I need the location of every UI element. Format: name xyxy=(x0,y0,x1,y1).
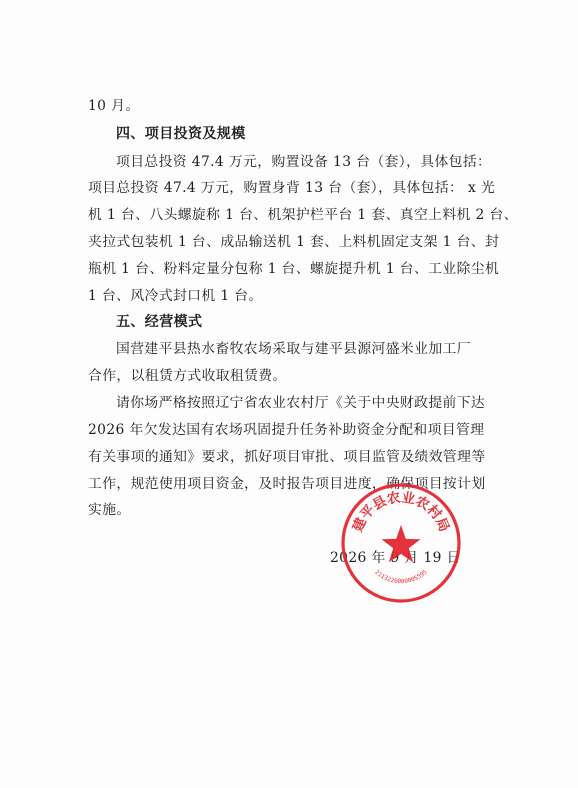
svg-text:2113220000005595 xyxy=(373,569,429,586)
text-line: 瓶机 1 台、粉料定量分包称 1 台、螺旋提升机 1 台、工业除尘机 xyxy=(88,261,500,277)
text-line: 1 台、风冷式封口机 1 台。 xyxy=(88,288,263,304)
section-heading-operation: 五、经营模式 xyxy=(116,314,203,330)
text-line: 工作，规范使用项目资金，及时报告项目进度，确保项目按计划 xyxy=(88,476,486,492)
seal-code: 2113220000005595 xyxy=(373,568,429,586)
text-line: 请你场严格按照辽宁省农业农村厅《关于中央财政提前下达 xyxy=(116,395,486,411)
text-line: 夹拉式包装机 1 台、成品输送机 1 套、上料机固定支架 1 台、封 xyxy=(88,234,500,250)
document-date: 2026 年 9 月 19 日 xyxy=(330,550,461,566)
text-line: 2026 年欠发达国有农场巩固提升任务补助资金分配和项目管理 xyxy=(88,422,485,438)
text-line: 项目总投资 47.4 万元，购置身背 13 台（套），具体包括： x 光 xyxy=(88,180,496,196)
seal-star-icon xyxy=(382,525,421,562)
text-line: 项目总投资 47.4 万元，购置设备 13 台（套），具体包括： xyxy=(116,154,492,170)
text-line: 实施。 xyxy=(88,502,131,518)
text-line: 10 月。 xyxy=(88,98,140,114)
text-line: 有关事项的通知》要求，抓好项目审批、项目监管及绩效管理等 xyxy=(88,449,486,465)
text-line: 机 1 台、八头螺旋称 1 台、机架护栏平台 1 套、真空上料机 2 台、 xyxy=(88,207,518,223)
seal-text: 建平县农业农村局 xyxy=(349,489,453,535)
official-seal xyxy=(338,480,464,606)
section-heading-investment: 四、项目投资及规模 xyxy=(116,126,246,142)
text-line: 合作，以租赁方式收取租赁费。 xyxy=(88,368,287,384)
text-line: 国营建平县热水畜牧农场采取与建平县源河盛米业加工厂 xyxy=(116,341,471,357)
